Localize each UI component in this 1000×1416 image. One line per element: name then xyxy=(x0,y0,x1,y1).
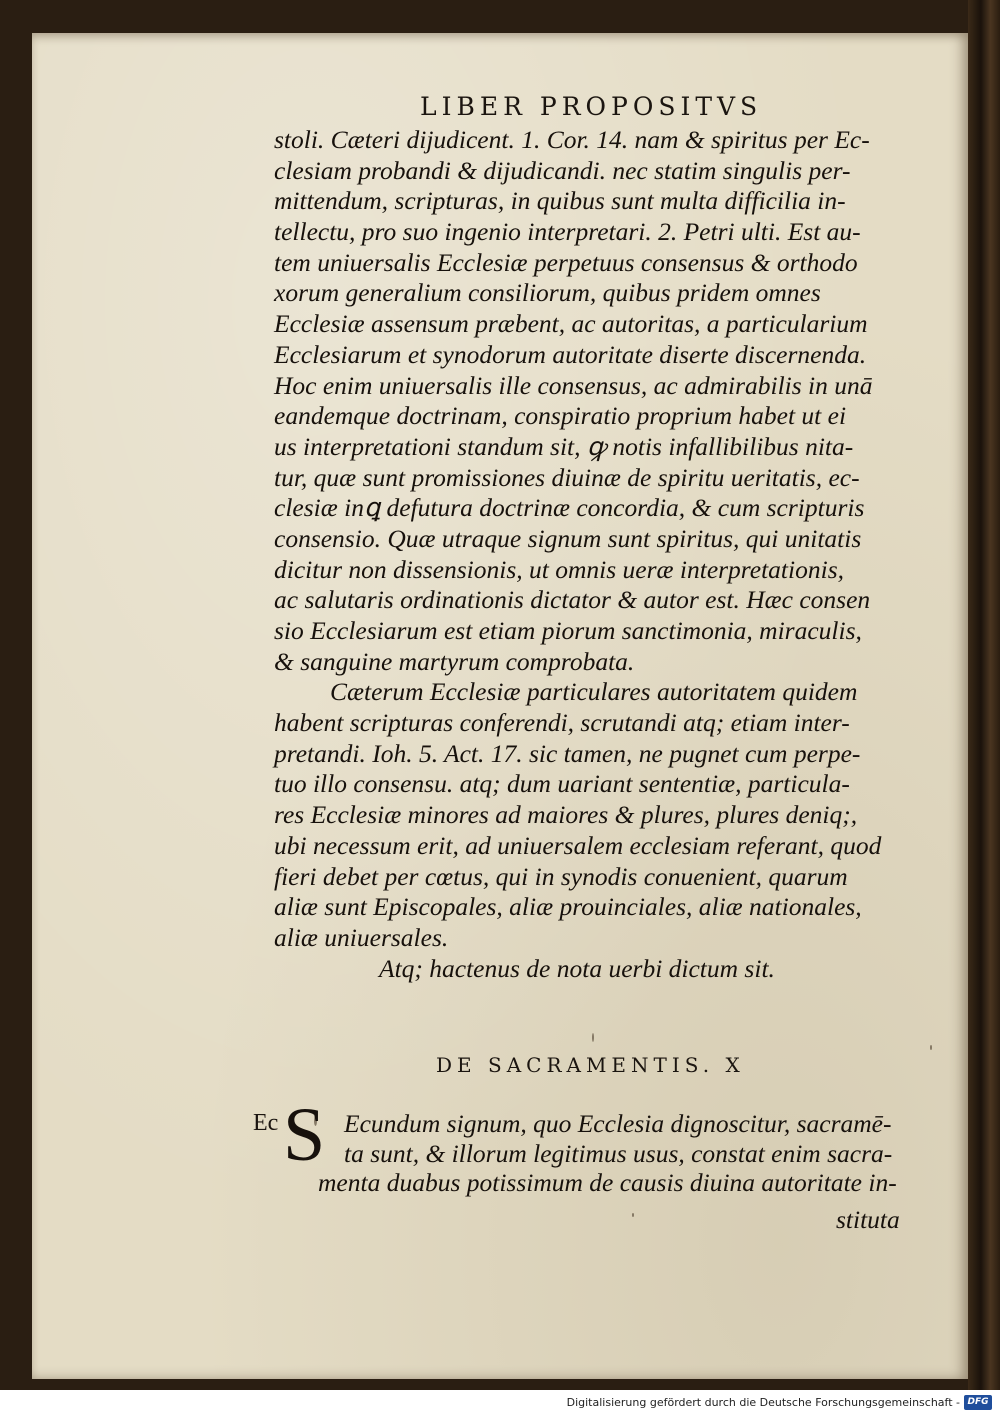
ink-speck xyxy=(592,1033,594,1042)
dfg-logo-icon[interactable]: DFG xyxy=(964,1395,992,1410)
text-line: us interpretationi standum sit, ꝙ notis infallibilibus nita- xyxy=(274,431,854,461)
text-line: consensio. Quæ utraque signum sunt spiritus, qui unitatis xyxy=(274,523,862,553)
text-line: eandemque doctrinam, conspiratio proprium habet ut ei xyxy=(274,401,847,431)
text-line: ta sunt, & illorum legitimus usus, constat enim sacra- xyxy=(344,1138,893,1168)
text-line: menta duabus potissimum de causis diuina autoritate in- xyxy=(318,1168,897,1197)
section-heading: DE SACRAMENTIS. X xyxy=(436,1053,745,1077)
text-line: tur, quæ sunt promissiones diuinæ de spiritu ueritatis, ec- xyxy=(274,462,860,492)
text-line: habent scripturas conferendi, scrutandi atq; etiam inter- xyxy=(274,708,850,738)
running-head: LIBER PROPOSITVS xyxy=(420,92,763,121)
funding-credit: Digitalisierung gefördert durch die Deutsche Forschungsgemeinschaft - xyxy=(566,1396,960,1409)
ink-speck xyxy=(930,1045,932,1050)
text-line: pretandi. Ioh. 5. Act. 17. sic tamen, ne pugnet cum perpe- xyxy=(274,738,861,768)
text-line: mittendum, scripturas, in quibus sunt multa difficilia in- xyxy=(274,186,846,216)
footer-bar xyxy=(0,1390,1000,1416)
text-line: tem uniuersalis Ecclesiæ perpetuus consensus & orthodo xyxy=(274,247,858,277)
book-cover-edge xyxy=(968,0,1000,1390)
text-line: aliæ sunt Episcopales, aliæ prouinciales, aliæ nationales, xyxy=(274,892,862,922)
text-line: fieri debet per cœtus, qui in synodis conuenient, quarum xyxy=(274,861,848,891)
text-line: Ecclesiarum et synodorum autoritate diserte discernenda. xyxy=(274,339,867,369)
text-line: res Ecclesiæ minores ad maiores & plures, plures deniq;, xyxy=(274,800,858,830)
margin-note: Ec xyxy=(253,1110,279,1136)
text-line: tuo illo consensu. atq; dum uariant sententiæ, particula- xyxy=(274,769,850,799)
closing-line: Atq; hactenus de nota uerbi dictum sit. xyxy=(379,953,775,983)
text-line: ac salutaris ordinationis dictator & autor est. Hæc consen xyxy=(274,585,871,615)
text-line: & sanguine martyrum comprobata. xyxy=(274,646,635,676)
text-line: Ecclesiæ assensum præbent, ac autoritas, a particularium xyxy=(274,309,868,339)
catchword: stituta xyxy=(836,1205,900,1234)
text-line: clesiæ inꝗ defutura doctrinæ concordia, & cum scripturis xyxy=(274,493,865,523)
text-line: tellectu, pro suo ingenio interpretari. 2. Petri ulti. Est au- xyxy=(274,217,861,247)
text-line: ubi necessum erit, ad uniuersalem ecclesiam referant, quod xyxy=(274,830,882,860)
drop-cap-initial: S xyxy=(283,1093,326,1177)
text-line: dicitur non dissensionis, ut omnis ueræ interpretationis, xyxy=(274,554,844,584)
text-line: Ecundum signum, quo Ecclesia dignoscitur, sacramē- xyxy=(344,1109,892,1138)
text-line: aliæ uniuersales. xyxy=(274,922,449,952)
ink-speck xyxy=(632,1213,634,1217)
text-line: sio Ecclesiarum est etiam piorum sanctimonia, miraculis, xyxy=(274,616,862,645)
text-line: clesiam probandi & dijudicandi. nec statim singulis per- xyxy=(274,155,851,185)
text-line: xorum generalium consiliorum, quibus pridem omnes xyxy=(274,278,821,308)
text-line: stoli. Cæteri dijudicent. 1. Cor. 14. nam & spiritus per Ec- xyxy=(274,125,870,154)
text-line: Cæterum Ecclesiæ particulares autoritatem quidem xyxy=(330,677,858,707)
main-text-block xyxy=(274,125,914,984)
section-text-block xyxy=(286,1109,926,1198)
text-line: Hoc enim uniuersalis ille consensus, ac admirabilis in unā xyxy=(274,370,873,400)
